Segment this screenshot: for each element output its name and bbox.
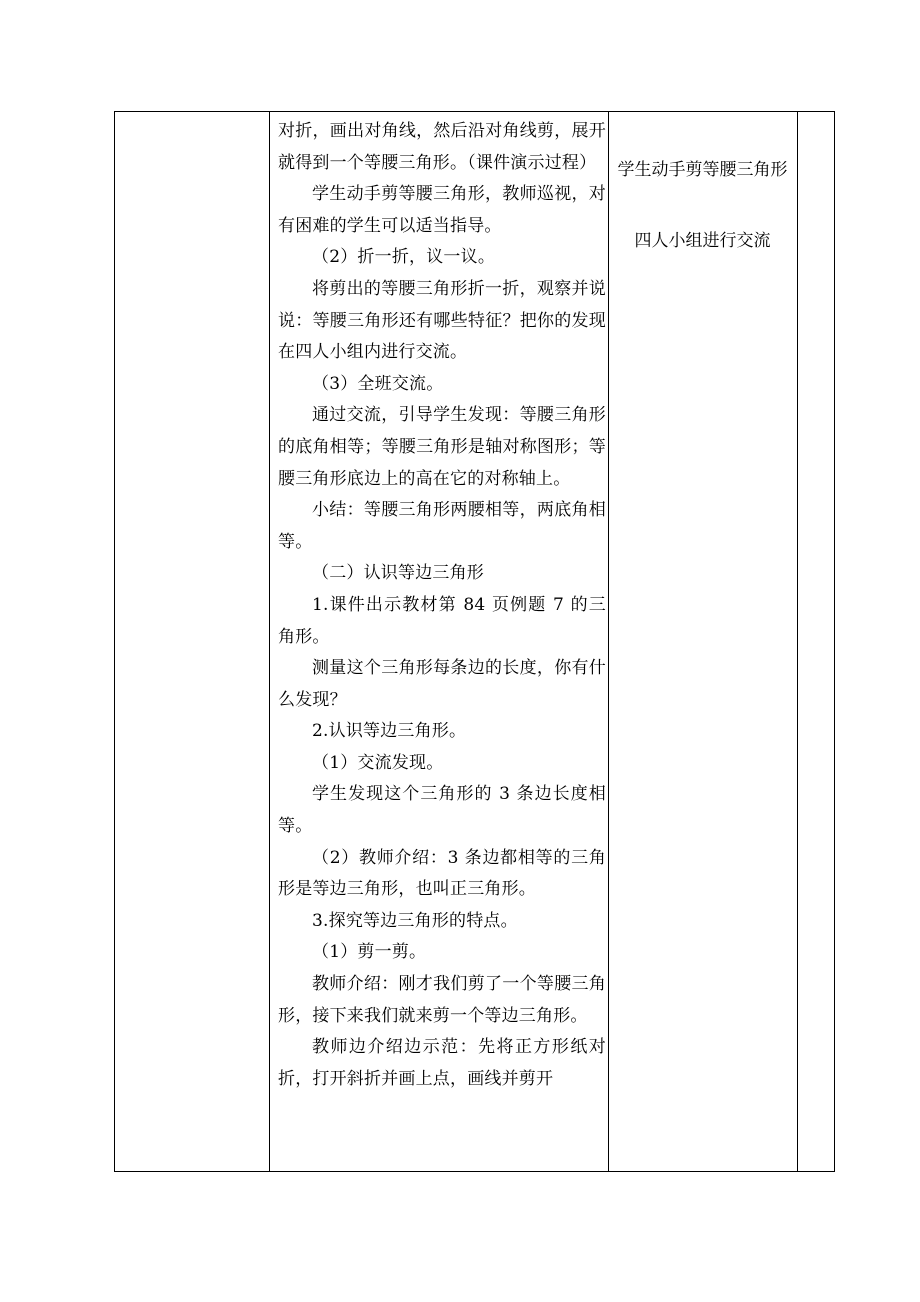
student-activity-cell	[608, 112, 797, 1171]
paragraph: 将剪出的等腰三角形折一折，观察并说说：等腰三角形还有哪些特征？把你的发现在四人小组内进行交流。	[278, 278, 606, 363]
lesson-table	[114, 111, 835, 1172]
section-heading: （二）认识等边三角形	[312, 563, 484, 584]
paragraph: 2.认识等边三角形。	[312, 721, 467, 742]
paragraph: 学生动手剪等腰三角形，教师巡视，对有困难的学生可以适当指导。	[278, 184, 606, 236]
paragraph: 教师介绍：刚才我们剪了一个等腰三角形，接下来我们就来剪一个等边三角形。	[278, 974, 606, 1026]
paragraph: （1）剪一剪。	[312, 942, 427, 963]
teaching-process-cell	[269, 112, 608, 1171]
paragraph: 测量这个三角形每条边的长度，你有什么发现？	[278, 658, 606, 710]
paragraph: 对折，画出对角线，然后沿对角线剪，展开就得到一个等腰三角形。（课件演示过程）	[278, 121, 606, 173]
student-activity-note: 学生动手剪等腰三角形	[617, 160, 788, 180]
paragraph: 通过交流，引导学生发现：等腰三角形的底角相等；等腰三角形是轴对称图形；等腰三角形底边上的高在它的对称轴上。	[278, 405, 606, 489]
column-divider	[797, 112, 798, 1171]
paragraph: （1）交流发现。	[312, 752, 444, 773]
paragraph: （2）折一折，议一议。	[312, 247, 496, 268]
paragraph: （3）全班交流。	[312, 373, 444, 394]
paragraph: （2）教师介绍：3 条边都相等的三角形是等边三角形，也叫正三角形。	[278, 847, 606, 900]
paragraph: 教师边介绍边示范：先将正方形纸对折，打开斜折并画上点，画线并剪开	[278, 1037, 606, 1089]
paragraph: 学生发现这个三角形的 3 条边长度相等。	[278, 784, 606, 837]
paragraph: 1.课件出示教材第 84 页例题 7 的三角形。	[278, 594, 606, 647]
paragraph: 3.探究等边三角形的特点。	[312, 910, 518, 931]
student-activity-note: 四人小组进行交流	[634, 231, 771, 251]
paragraph: 小结：等腰三角形两腰相等，两底角相等。	[278, 500, 606, 552]
